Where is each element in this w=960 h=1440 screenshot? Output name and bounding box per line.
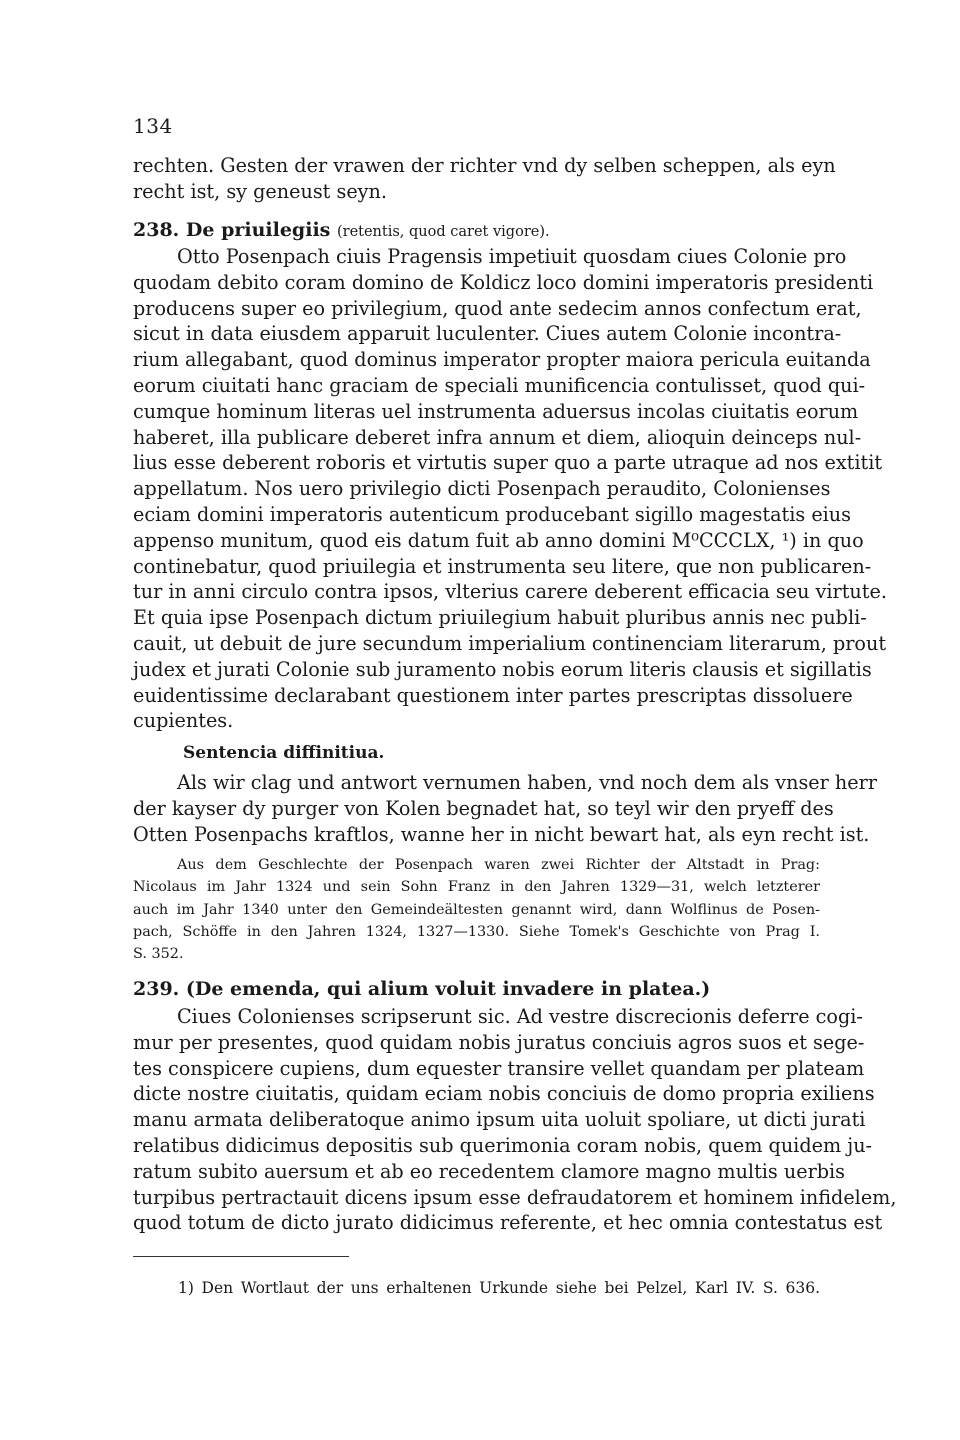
text-line: cumque hominum literas uel instrumenta aduersus incolas ciuitatis eorum (133, 399, 859, 423)
section-title: De priuilegiis (185, 219, 331, 241)
text-line: manu armata deliberatoque animo ipsum uita uoluit spoliare, ut dicti jurati (133, 1108, 866, 1132)
section-238-body (133, 244, 887, 734)
section-239-body (133, 1004, 897, 1236)
text-line: appellatum. Nos uero privilegio dicti Posenpach peraudito, Colonienses (133, 477, 831, 501)
text-line: relatibus didicimus depositis sub querimonia coram nobis, quem quidem ju- (133, 1133, 873, 1157)
text-line: tur in anni circulo contra ipsos, vlterius carere deberent efficacia seu virtute. (133, 580, 887, 604)
text-line: der kayser dy purger von Kolen begnadet hat, so teyl wir den pryeff des (133, 796, 834, 820)
text-line: sicut in data eiusdem apparuit luculenter. Ciues autem Colonie incontra- (133, 322, 842, 346)
text-line: eciam domini imperatoris autenticum producebant sigillo magestatis eius (133, 502, 852, 526)
note-line: auch im Jahr 1340 unter den Gemeindeältesten genannt wird, dann Wolflinus de Posen- (133, 901, 820, 918)
text-line: rechten. Gesten der vrawen der richter vnd dy selben scheppen, als eyn (133, 154, 836, 177)
text-line: Als wir clag und antwort vernumen haben, vnd noch dem als vnser herr (177, 771, 877, 794)
note-line: Nicolaus im Jahr 1324 und sein Sohn Franz in den Jahren 1329—31, welch letzterer (133, 879, 820, 896)
section-subtitle: (retentis, quod caret vigore). (336, 224, 550, 240)
opening-paragraph (133, 153, 836, 205)
footnote-divider (133, 1256, 349, 1257)
text-line: appenso munitum, quod eis datum fuit ab anno domini M⁰CCCLX, ¹) in quo (133, 528, 864, 552)
section-239-heading: 239. (De emenda, qui alium voluit invadere in platea.) (133, 978, 711, 1000)
text-line: turpibus pertractauit dicens ipsum esse defraudatorem et hominem infidelem, (133, 1185, 897, 1209)
text-line: eorum ciuitati hanc graciam de speciali munificencia contulisset, quod qui- (133, 373, 866, 397)
text-line: mur per presentes, quod quidam nobis juratus conciuis agros suos et sege- (133, 1030, 865, 1054)
text-line: judex et jurati Colonie sub juramento nobis eorum literis clausis et sigillatis (133, 657, 872, 681)
text-line: Otten Posenpachs kraftlos, wanne her in nicht bewart hat, als eyn recht ist. (133, 822, 870, 846)
text-line: cupientes. (133, 709, 234, 733)
text-line: dicte nostre ciuitatis, quidam eciam nobis conciuis de domo propria exiliens (133, 1082, 875, 1106)
text-line: Ciues Colonienses scripserunt sic. Ad vestre discrecionis deferre cogi- (177, 1005, 863, 1028)
sentence-heading: Sentencia diffinitiua. (183, 743, 385, 763)
text-line: quodam debito coram domino de Koldicz loco domini imperatoris presidenti (133, 270, 874, 294)
sentence-body (133, 770, 877, 847)
text-line: haberet, illa publicare deberet infra annum et diem, alioquin deinceps nul- (133, 425, 862, 449)
section-number: 238. (133, 219, 180, 241)
note-line: S. 352. (133, 946, 184, 963)
text-line: cauit, ut debuit de jure secundum imperialium continenciam literarum, prout (133, 631, 887, 655)
page-number: 134 (133, 114, 173, 138)
text-line: quod totum de dicto jurato didicimus referente, et hec omnia contestatus est (133, 1211, 883, 1235)
text-line: continebatur, quod priuilegia et instrumenta seu litere, que non publicaren- (133, 554, 872, 578)
text-line: euidentissime declarabant questionem inter partes prescriptas dissoluere (133, 683, 853, 707)
section-238-heading (133, 219, 820, 241)
editor-note (133, 854, 820, 965)
text-line: recht ist, sy geneust seyn. (133, 179, 387, 203)
text-line: Otto Posenpach ciuis Pragensis impetiuit quosdam ciues Colonie pro (177, 245, 847, 268)
text-line: lius esse deberent roboris et virtutis super quo a parte utraque ad nos extitit (133, 451, 883, 475)
text-line: Et quia ipse Posenpach dictum priuilegium habuit pluribus annis nec publi- (133, 606, 867, 630)
text-line: producens super eo privilegium, quod ante sedecim annos confectum erat, (133, 296, 862, 320)
note-line: Aus dem Geschlechte der Posenpach waren zwei Richter der Altstadt in Prag: (177, 857, 820, 873)
text-line: ratum subito auersum et ab eo recedentem clamore magno multis uerbis (133, 1159, 846, 1183)
note-line: pach, Schöffe in den Jahren 1324, 1327—1330. Siehe Tomek's Geschichte von Prag I. (133, 923, 820, 940)
text-line: tes conspicere cupiens, dum equester transire vellet quandam per plateam (133, 1056, 865, 1080)
text-line: rium allegabant, quod dominus imperator propter maiora pericula euitanda (133, 348, 871, 372)
footnote: 1) Den Wortlaut der uns erhaltenen Urkunde siehe bei Pelzel, Karl IV. S. 636. (178, 1279, 820, 1297)
